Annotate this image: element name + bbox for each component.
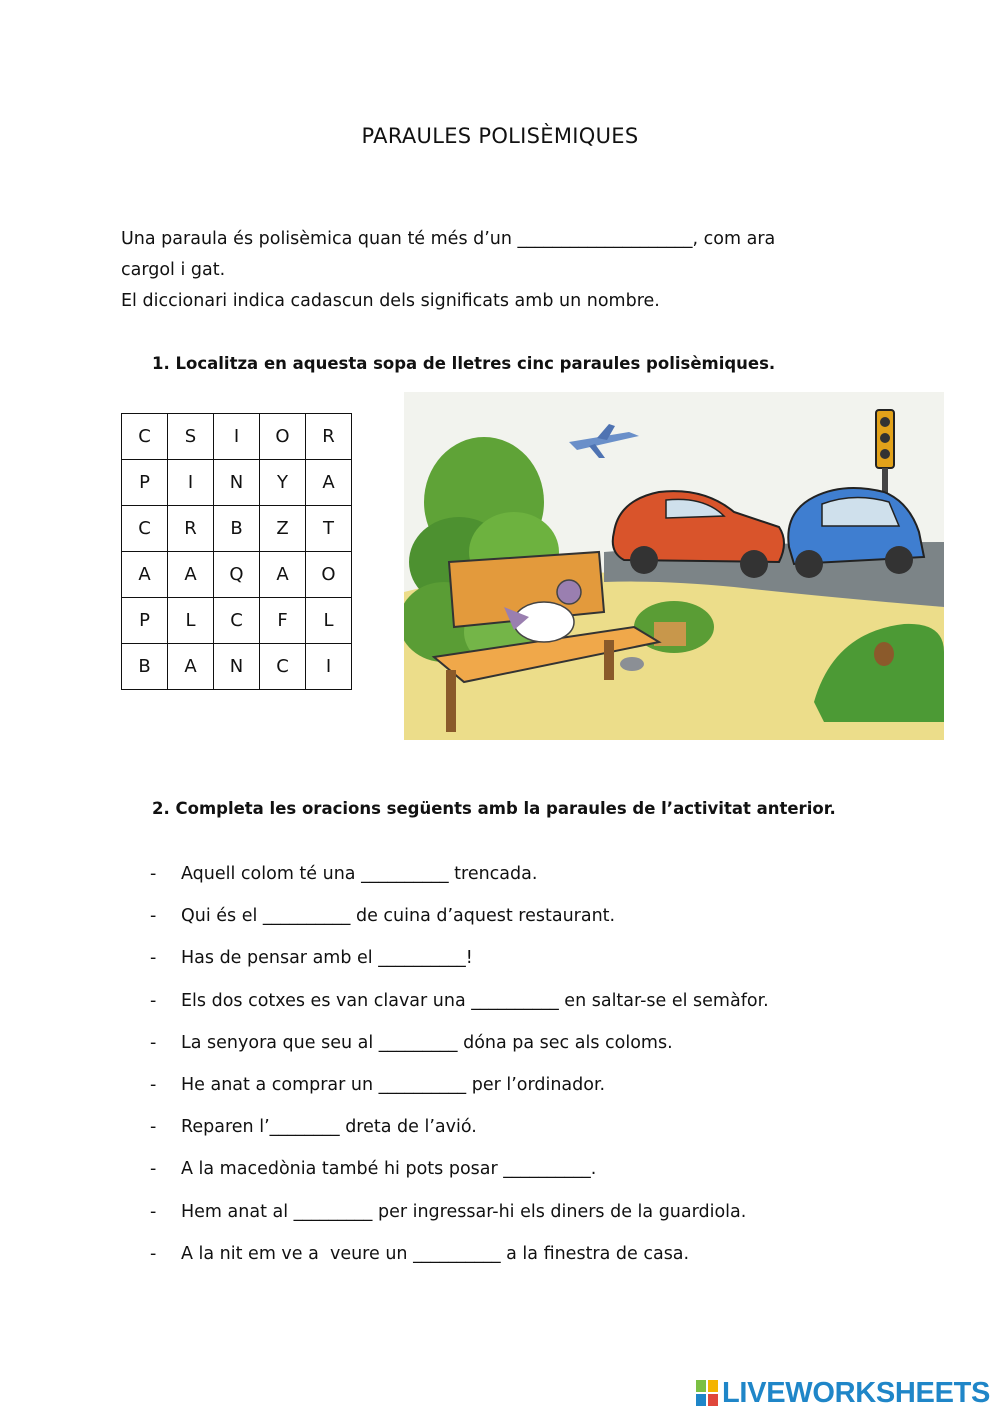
grid-cell: R [168,506,214,552]
grid-cell: C [122,414,168,460]
intro-line-1: Una paraula és polisèmica quan té més d’un ____________________, com ara [121,229,776,249]
grid-cell: B [214,506,260,552]
grid-cell: A [168,552,214,598]
grid-cell: I [168,460,214,506]
grid-cell: O [260,414,306,460]
grid-cell: C [122,506,168,552]
grid-row [122,598,352,644]
grid-cell: L [168,598,214,644]
sentence-dash: - [150,1201,157,1222]
grid-cell: N [214,644,260,690]
grid-cell: T [306,506,352,552]
sentence-dash: - [150,1117,157,1138]
grid-cell: I [306,644,352,690]
sentence-dash: - [150,1074,157,1095]
question-2-title: 2. Completa les oracions següents amb la paraules de l’activitat anterior. [152,799,836,818]
grid-cell: N [214,460,260,506]
sentence-item [150,1071,769,1113]
sentence-list [150,860,769,1282]
grid-cell: F [260,598,306,644]
sentence-text: Hem anat al _________ per ingressar-hi els diners de la guardiola. [181,1201,747,1222]
sentence-item [150,987,769,1029]
grid-cell: C [260,644,306,690]
sentence-item [150,902,769,944]
grid-row [122,506,352,552]
mouse [620,657,644,671]
sentence-text: Has de pensar amb el __________! [181,948,473,969]
intro-line-2: cargol i gat. [121,260,226,280]
grid-cell: B [122,644,168,690]
sentence-item [150,860,769,902]
grid-cell: S [168,414,214,460]
sentence-text: La senyora que seu al _________ dóna pa sec als coloms. [181,1032,673,1053]
liveworksheets-logo [696,1376,990,1410]
intro-paragraph [121,224,901,317]
page-title: PARAULES POLISÈMIQUES [361,124,639,148]
sentence-item [150,1240,769,1282]
question-1-title: 1. Localitza en aquesta sopa de lletres cinc paraules polisèmiques. [152,354,776,373]
grid-cell: Y [260,460,306,506]
grid-cell: A [306,460,352,506]
grid-cell: P [122,460,168,506]
grid-cell: A [260,552,306,598]
sentence-text: Reparen l’________ dreta de l’avió. [181,1117,477,1138]
grid-cell: L [306,598,352,644]
grid-cell: R [306,414,352,460]
sentence-item [150,944,769,986]
liveworksheets-logo-icon [696,1380,718,1406]
grid-row [122,552,352,598]
sentence-item [150,1029,769,1071]
sentence-dash: - [150,864,157,884]
sentence-item [150,1155,769,1197]
sentence-dash: - [150,1159,157,1180]
grid-cell: A [168,644,214,690]
grid-cell: I [214,414,260,460]
grid-cell: Q [214,552,260,598]
grid-cell: A [122,552,168,598]
grid-cell: O [306,552,352,598]
sentence-text: Els dos cotxes es van clavar una __________ en saltar-se el semàfor. [181,990,769,1011]
sentence-text: A la nit em ve a veure un __________ a la finestra de casa. [181,1243,690,1264]
sentence-item [150,1198,769,1240]
sentence-dash: - [150,1243,157,1264]
grid-row [122,414,352,460]
sentence-dash: - [150,990,157,1011]
sentence-dash: - [150,948,157,969]
sentence-text: Aquell colom té una __________ trencada. [181,864,538,884]
intro-line-3: El diccionari indica cadascun dels significats amb un nombre. [121,291,660,311]
park-crash-illustration [404,392,944,740]
pinecone [874,642,894,666]
sentence-text: A la macedònia també hi pots posar __________. [181,1159,597,1180]
grid-cell: C [214,598,260,644]
sentence-dash: - [150,906,157,927]
grid-cell: P [122,598,168,644]
sentence-dash: - [150,1032,157,1053]
word-search-grid [121,413,352,690]
grid-row [122,460,352,506]
grid-cell: Z [260,506,306,552]
sentence-text: Qui és el __________ de cuina d’aquest restaurant. [181,906,616,927]
grid-row [122,644,352,690]
sentence-text: He anat a comprar un __________ per l’ordinador. [181,1074,606,1095]
liveworksheets-logo-text: LIVEWORKSHEETS [722,1376,991,1409]
sentence-item [150,1113,769,1155]
